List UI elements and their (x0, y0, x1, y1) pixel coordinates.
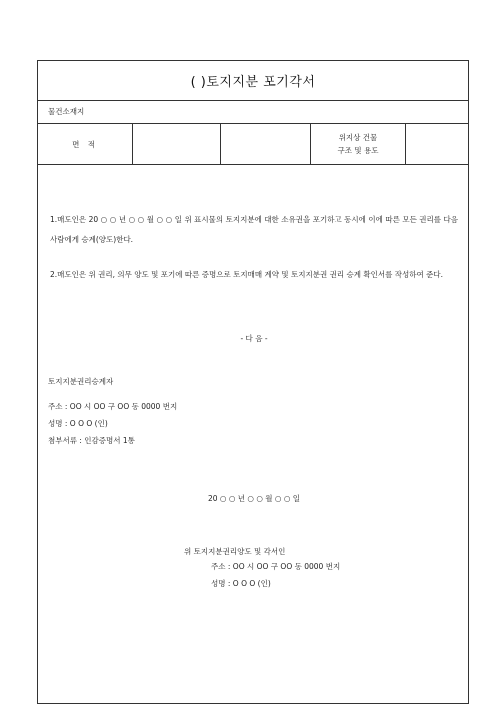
building-label-line1: 위지상 건물 (338, 133, 378, 142)
building-structure-value (406, 124, 470, 164)
property-info-row (38, 124, 468, 165)
paragraph-1: 1.매도인은 20 ○ ○ 년 ○ ○ 월 ○ ○ 일 위 표시물의 토지지분에 대한 소유권을 포기하고 동시에 이에 따른 모든 권리를 다음 사람에게 승계(양도)한다. (50, 215, 458, 244)
successor-address: 주소 : OO 시 OO 구 OO 동 0000 번지 (48, 402, 178, 411)
area-label: 면 적 (38, 124, 133, 164)
document-title: ( )토지지분 포기각서 (38, 61, 468, 101)
document-sheet (37, 60, 469, 704)
building-label-line2: 구조 및 용도 (337, 146, 379, 155)
signer-name: 성명 : O O O (인) (211, 579, 271, 588)
area-value-extra (221, 124, 311, 164)
next-heading: - 다 음 - (240, 334, 268, 343)
area-value (133, 124, 221, 164)
building-structure-label (311, 124, 406, 164)
document-date: 20 ○ ○ 년 ○ ○ 월 ○ ○ 일 (208, 494, 300, 503)
property-location-label: 물건소재지 (38, 100, 468, 124)
paragraph-2: 2.매도인은 위 권리, 의무 양도 및 포기에 따른 증명으로 토지매매 계약 및 토지지분권 권리 승계 확인서를 작성하여 준다. (50, 270, 443, 279)
successor-name: 성명 : O O O (인) (48, 419, 108, 428)
attachment-line: 첨부서류 : 인감증명서 1통 (48, 436, 135, 445)
signer-address: 주소 : OO 시 OO 구 OO 동 0000 번지 (211, 562, 341, 571)
successor-label: 토지지분권리승계자 (48, 377, 114, 386)
signer-label: 위 토지지분권리양도 및 각서인 (184, 547, 286, 556)
